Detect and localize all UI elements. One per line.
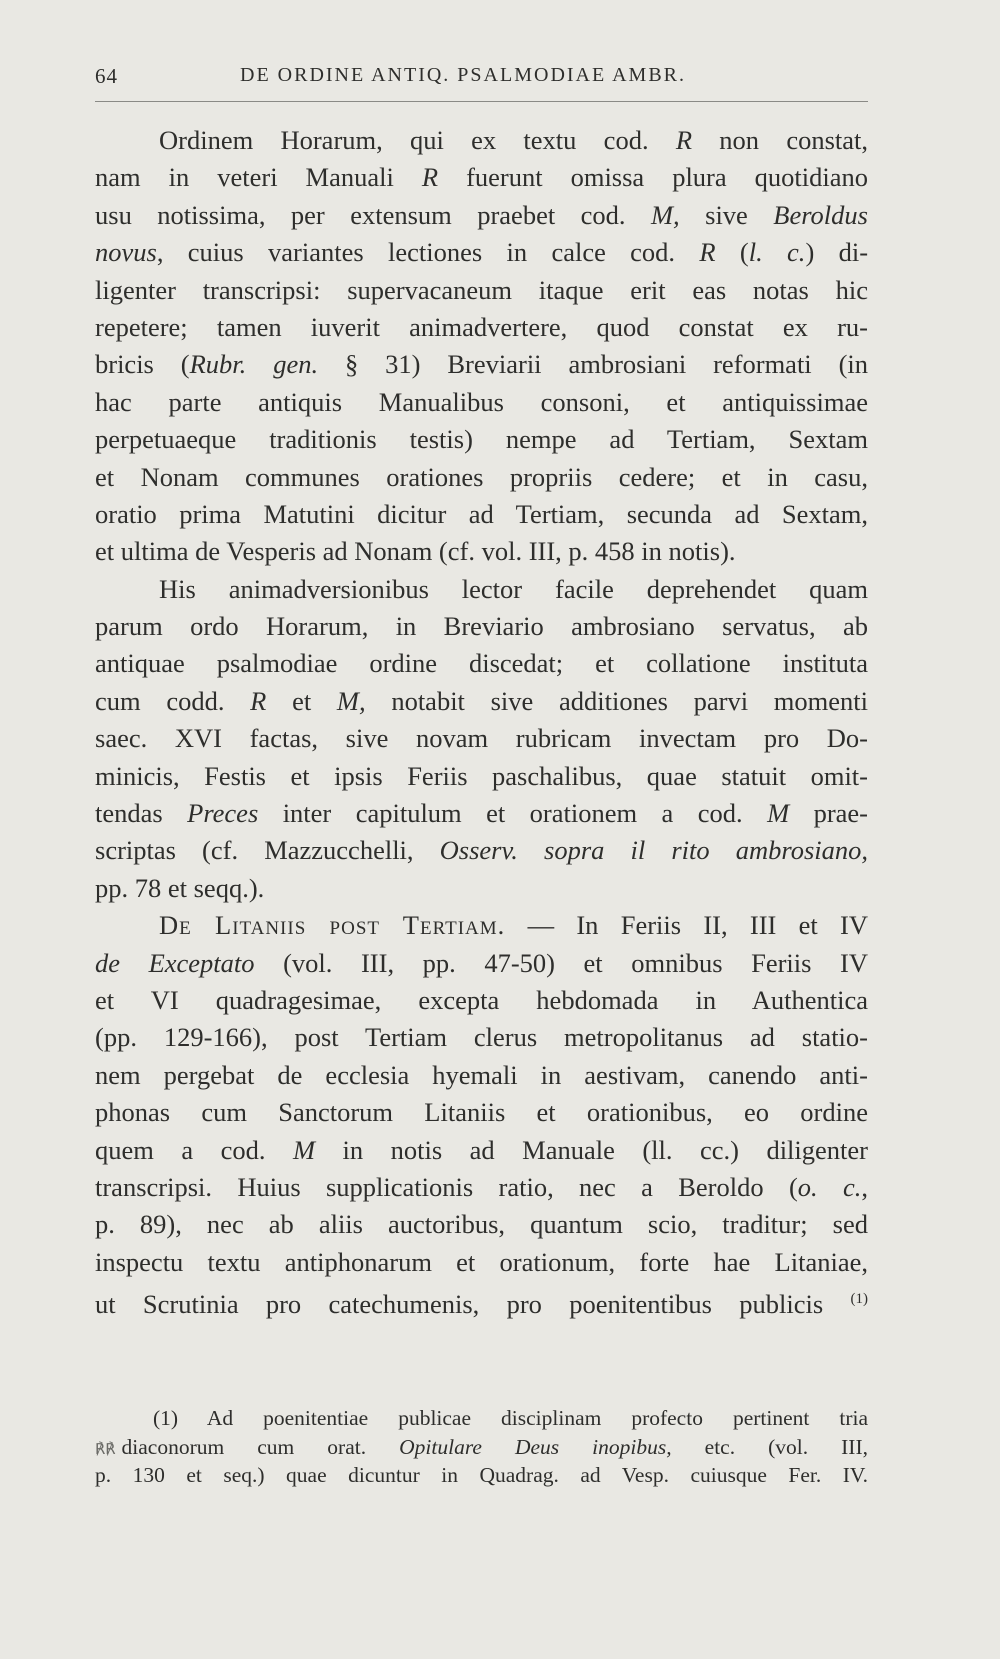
running-head: DE ORDINE ANTIQ. PSALMODIAE AMBR. <box>240 64 687 86</box>
text-run: non constat, <box>692 125 869 155</box>
text-run: et <box>266 685 337 716</box>
text-run: fuerunt omissa plura quotidiano <box>438 162 868 193</box>
text-run: perpetuaeque traditionis testis) nempe ad Tertiam, Sextam <box>95 424 868 455</box>
text-run: transcripsi. Huius supplicationis ratio, nec a Beroldo ( <box>95 1171 798 1202</box>
text-run: (1) Ad poenitentiae publicae disciplinam profecto pertinent tria <box>153 1406 868 1430</box>
italic-run: M <box>292 1134 316 1165</box>
text-line <box>95 982 868 1019</box>
italic-run: o. c. <box>797 1171 862 1202</box>
text-line <box>95 795 868 832</box>
text-run: et ultima de Vesperis ad Nonam (cf. vol. III, p. 458 in notis). <box>95 536 736 567</box>
text-run: phonas cum Sanctorum Litaniis et orationibus, eo ordine <box>95 1097 868 1128</box>
text-line <box>95 608 868 645</box>
italic-run: M <box>767 798 790 829</box>
text-run: etc. (vol. III, <box>671 1434 869 1459</box>
text-line <box>95 945 868 982</box>
text-run: ut Scrutinia pro catechumenis, pro poenitentibus publicis <box>95 1288 851 1319</box>
footnotes <box>95 1404 868 1490</box>
text-line <box>95 122 868 159</box>
text-line <box>95 384 868 421</box>
italic-run: Osserv. sopra il rito ambrosiano, <box>439 835 868 866</box>
text-line <box>95 272 868 309</box>
text-run: oratio prima Matutini dicitur ad Tertiam, secunda ad Sextam, <box>95 498 868 529</box>
text-run: pp. 78 et seqq.). <box>95 872 265 903</box>
text-line <box>95 309 868 346</box>
text-run: hac parte antiquis Manualibus consoni, et antiquissimae <box>95 386 868 417</box>
text-run: nem pergebat de ecclesia hyemali in aestivam, canendo anti- <box>95 1059 868 1090</box>
text-run: usu notissima, per extensum praebet cod. <box>95 199 651 230</box>
text-run: saec. XVI factas, sive novam rubricam invectam pro Do- <box>95 723 868 754</box>
text-run: Ordinem Horarum, qui ex textu cod. <box>159 125 676 155</box>
text-run: inter capitulum et orationem a cod. <box>258 798 768 829</box>
response-glyph-icon: ℟℟ <box>95 1441 116 1458</box>
text-line <box>95 159 868 196</box>
italic-run: Preces <box>187 798 259 829</box>
text-line <box>95 1244 868 1281</box>
paragraph-litaniis <box>95 907 868 1318</box>
text-line <box>95 533 868 570</box>
text-run: et Nonam communes orationes propriis cedere; et in casu, <box>95 461 868 492</box>
text-line <box>95 1281 868 1318</box>
text-line <box>95 832 868 869</box>
text-line <box>95 907 868 944</box>
text-line <box>95 1461 868 1490</box>
italic-run: R <box>675 125 693 155</box>
text-line <box>95 1404 868 1433</box>
text-line <box>95 421 868 458</box>
text-run: in notis ad Manuale (ll. cc.) diligenter <box>315 1134 868 1165</box>
text-line <box>95 1169 868 1206</box>
text-line <box>95 720 868 757</box>
paragraph-ordinem <box>95 122 868 571</box>
text-run: ( <box>715 237 749 268</box>
italic-run: M, <box>650 199 680 230</box>
text-line <box>95 758 868 795</box>
text-run: cum codd. <box>95 685 251 716</box>
text-line <box>95 1019 868 1056</box>
text-line <box>95 870 868 907</box>
italic-run: R <box>699 237 716 268</box>
text-line <box>95 1206 868 1243</box>
text-line <box>95 645 868 682</box>
text-line <box>95 683 868 720</box>
text-line <box>95 1057 868 1094</box>
text-run: parum ordo Horarum, in Breviario ambrosiano servatus, ab <box>95 611 868 642</box>
body-text <box>95 122 868 1319</box>
text-run: , cuius variantes lectiones in calce cod. <box>156 237 700 268</box>
footnote-marker: (1) <box>850 1291 868 1308</box>
text-run: — In Feriis II, III et IV <box>505 910 868 941</box>
text-line <box>95 346 868 383</box>
text-run: § 31) Breviarii ambrosiani reformati (in <box>318 349 869 380</box>
text-run: minicis, Festis et ipsis Feriis paschalibus, quae statuit omit- <box>95 760 868 791</box>
text-run: (pp. 129-166), post Tertiam clerus metropolitanus ad statio- <box>95 1022 868 1053</box>
text-run: nam in veteri Manuali <box>95 162 422 193</box>
italic-run: Opitulare Deus inopibus, <box>399 1434 672 1459</box>
italic-run: de Exceptato <box>95 947 255 978</box>
text-run: sive <box>679 199 774 230</box>
text-run: (vol. III, pp. 47-50) et omnibus Feriis IV <box>254 947 868 978</box>
text-run: antiquae psalmodiae ordine discedat; et collatione instituta <box>95 648 868 679</box>
text-run: et VI quadragesimae, excepta hebdomada in Authentica <box>95 984 868 1015</box>
text-run: notabit sive additiones parvi momenti <box>365 685 869 716</box>
text-line <box>95 496 868 533</box>
text-line <box>95 197 868 234</box>
text-line <box>95 571 868 608</box>
header-rule <box>95 101 868 102</box>
text-run: ligenter transcripsi: supervacaneum itaque erit eas notas hic <box>95 274 868 305</box>
text-run: p. 89), nec ab aliis auctoribus, quantum scio, traditur; sed <box>95 1209 868 1240</box>
page-number: 64 <box>95 64 118 88</box>
text-run: prae- <box>789 798 868 829</box>
text-run: quem a cod. <box>95 1134 293 1165</box>
text-run: repetere; tamen iuverit animadvertere, quod constat ex ru- <box>95 311 868 342</box>
text-run: p. 130 et seq.) quae dicuntur in Quadrag. ad Vesp. cuiusque Fer. IV. <box>95 1463 868 1487</box>
text-run: tendas <box>95 798 188 829</box>
text-line <box>95 234 868 271</box>
text-line <box>95 1433 868 1462</box>
text-line <box>95 459 868 496</box>
italic-run: Rubr. gen. <box>189 349 319 380</box>
text-run: ) di- <box>805 237 869 268</box>
text-line <box>95 1094 868 1131</box>
page-header <box>95 58 865 98</box>
text-run: inspectu textu antiphonarum et orationum, forte hae Litaniae, <box>95 1246 868 1277</box>
text-run: diaconorum cum orat. <box>121 1434 400 1459</box>
italic-run: R <box>421 162 439 193</box>
text-run: scriptas (cf. Mazzucchelli, <box>95 835 440 866</box>
italic-run: M, <box>336 685 366 716</box>
paragraph-animadversionibus <box>95 571 868 908</box>
text-run: bricis ( <box>95 349 190 380</box>
section-heading: De Litaniis post Tertiam. <box>159 910 506 941</box>
italic-run: Beroldus <box>773 199 868 230</box>
italic-run: novus <box>95 237 157 268</box>
italic-run: R <box>250 685 267 716</box>
text-run: , <box>861 1171 868 1202</box>
text-line <box>95 1132 868 1169</box>
italic-run: l. c. <box>748 237 806 268</box>
text-run: His animadversionibus lector facile deprehendet quam <box>159 573 868 604</box>
